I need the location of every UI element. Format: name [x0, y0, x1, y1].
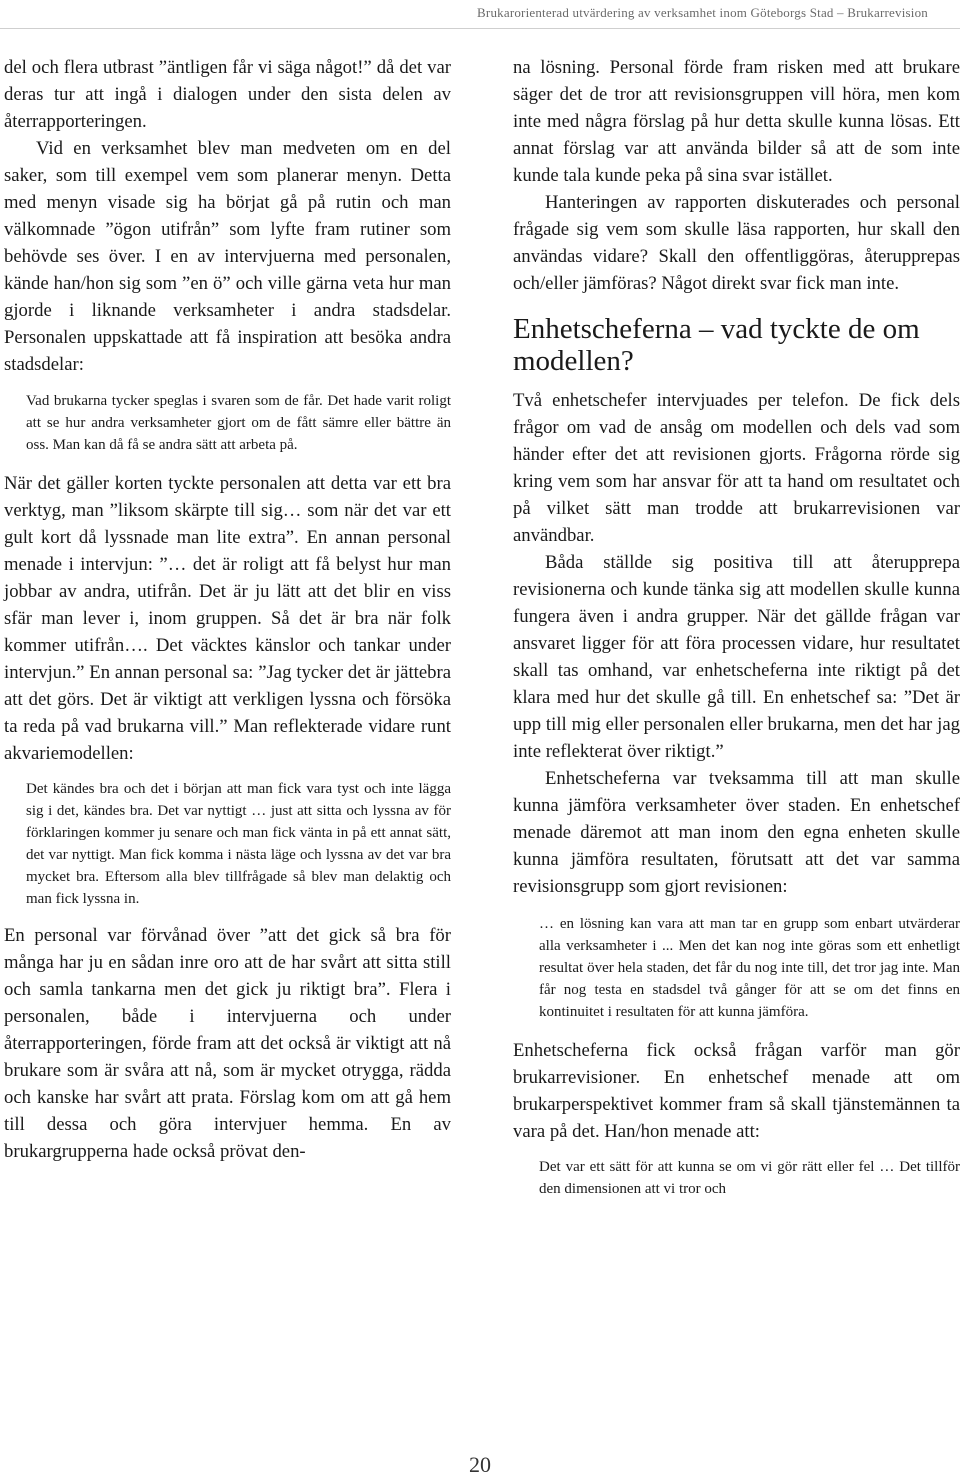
paragraph: Enhetscheferna fick också frågan varför man gör brukarrevisioner. En enhetschef menade att om brukarperspektivet kommer fram så skall tjänstemännen ta vara på det. Han/hon menade att:: [513, 1040, 960, 1142]
block-quote: Vad brukarna tycker speglas i svaren som de får. Det hade varit roligt att se hur andra verksamheter gjort om de fått sämre eller bättre än oss. Man kan då få se andra sätt att arbeta på.: [26, 393, 451, 453]
paragraph: del och flera utbrast ”äntligen får vi säga något!” då det var deras tur att ingå i dialogen under den sista delen av återrapporteringen.: [4, 57, 451, 132]
paragraph: Båda ställde sig positiva till att återupprepa revisionerna och kunde tänka sig att modellen skulle kunna fungera även i andra grupper. När det gällde frågan var ansvaret ligger för att föra processen vidare, hur resultatet skall tas omhand, var enhetscheferna inte riktigt på det klara med hur det skulle gå till. En enhetschef sa: ”Det är upp till mig eller personalen eller brukarna, men det har jag inte reflekterat över riktigt.”: [513, 552, 960, 762]
section-heading: Enhetscheferna – vad tyckte de om modellen?: [513, 313, 920, 377]
paragraph: En personal var förvånad över ”att det gick så bra för många har ju en sådan inre oro att de har svårt att sitta still och samla tankarna men det gick ju riktigt bra”. Flera i personalen, både i intervjuerna och under återrapporteringen, förde fram att det också är viktigt att nå brukare som är svåra att nå, som är mycket otrygga, rädda och kanske har svårt att prata. Förslag kom om att gå hem till dessa och göra intervjuer hemma. En av brukargrupperna hade också prövat den-: [4, 925, 451, 1162]
paragraph: Två enhetschefer intervjuades per telefon. De fick dels frågor om vad de ansåg om modellen och dels vad som händer efter det att revisionen gjorts. Frågorna rörde sig kring vem som har ansvar för att ta hand om resultatet och på vilket sätt man trodde att brukarrevisionen var användbar.: [513, 390, 960, 546]
block-quote: … en lösning kan vara att man tar en grupp som enbart utvärderar alla verksamheter i ... Men det kan nog inte göras som ett enhetligt resultat över hela staden, det får du nog inte till, det tror jag inte. Man får nog testa en stadsdel två gånger för att se om det finns en kontinuitet i resultaten för att kunna jämföra.: [539, 916, 960, 1020]
block-quote: Det var ett sätt för att kunna se om vi gör rätt eller fel … Det tillför den dimensionen att vi tror och: [539, 1159, 960, 1197]
paragraph: Vid en verksamhet blev man medveten om en del saker, som till exempel vem som planerar menyn. Detta med menyn visade sig ha börjat gå på rutin och man välkomnade ”ögon utifrån” som lyfte fram rutiner som behövde ses över. I en av intervjuerna med personalen, kände han/hon sig som ”en ö” och ville gärna veta hur man gjorde i liknande verksamheter i andra stadsdelar. Personalen uppskattade att få inspiration att besöka andra stadsdelar:: [4, 138, 451, 375]
running-header: [0, 0, 960, 29]
left-column: [4, 54, 451, 1165]
paragraph: na lösning. Personal förde fram risken med att brukare säger det de tror att revisionsgruppen vill höra, men kom inte med några förslag på hur detta skulle kunna lösas. Ett annat förslag var att använda bilder så att de som inte kunde tala kunde peka på sina svar istället.: [513, 57, 960, 186]
running-title: Brukarorienterad utvärdering av verksamhet inom Göteborgs Stad – Brukarrevision: [477, 5, 928, 20]
paragraph: Enhetscheferna var tveksamma till att man skulle kunna jämföra verksamheter över staden. En enhetschef menade däremot att man inom den egna enheten skulle kunna jämföra resultaten, förutsatt att det var samma revisionsgrupp som gjort revisionen:: [513, 768, 960, 897]
page-number: 20: [469, 1452, 491, 1477]
paragraph: Hanteringen av rapporten diskuterades och personal frågade sig vem som skulle läsa rapporten, hur skall den användas vidare? Skall den offentliggöras, återupprepas och/eller jämföras? Något direkt svar fick man inte.: [513, 192, 960, 294]
block-quote: Det kändes bra och det i början att man fick vara tyst och inte lägga sig i det, kändes bra. Det var nyttigt … just att sitta och lyssna av för förklaringen kommer ju senare och man fick vänta in på ett annat sätt, det var nyttigt. Man fick komma i nästa läge och lyssna av det var bra mycket bra. Eftersom alla blev tillfrågade så blev man delaktig och man fick lyssna in.: [26, 781, 451, 907]
paragraph: När det gäller korten tyckte personalen att detta var ett bra verktyg, man ”liksom skärpte till sig… som när det var ett gult kort då lyssnade man lite extra”. En annan personal menade i intervjun: ”… det är roligt att få belyst hur man jobbar av andra, utifrån. Det är ju lätt att det blir en viss sfär man lever i, inom gruppen. Så det är bra när folk kommer utifrån…. Det väcktes känslor och tankar under intervjun.” En annan personal sa: ”Jag tycker det är jättebra att det görs. Det är viktigt att verkligen lyssna och försöka ta reda på vad brukarna vill.” Man reflekterade vidare runt akvariemodellen:: [4, 473, 451, 764]
right-column: [513, 54, 960, 1200]
